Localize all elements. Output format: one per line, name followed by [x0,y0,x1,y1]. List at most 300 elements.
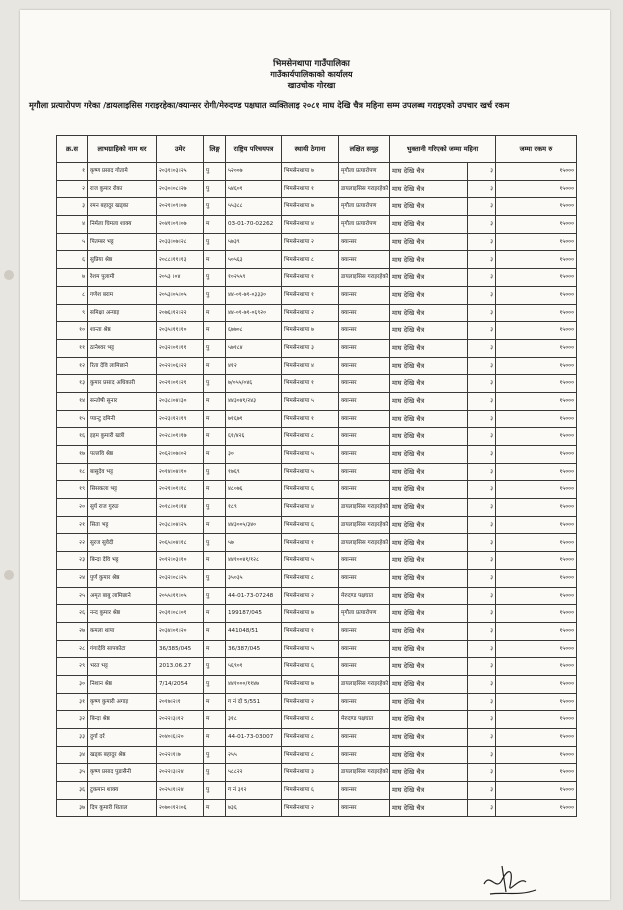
header-name: लाभग्राहिको नाम थर [88,136,157,163]
table-row [57,587,577,605]
table-cell-name: कृष्ण प्रसाद गोतामे [88,163,157,181]
table-cell-total: १५००० [496,569,577,587]
table-cell-paid-months: माघ देखि चैत्र [390,251,468,269]
table-cell-target-group: क्यान्सर [339,357,390,375]
table-cell-age: २०३०।०८।२७ [157,180,204,198]
table-cell-address: भिमसेनथापा १ [282,410,339,428]
table-cell-name: पितम्बर भट्ट [88,233,157,251]
table-cell-target-group: क्यान्सर [339,428,390,446]
table-cell-address: भिमसेनथापा ६ [282,782,339,800]
table-row [57,463,577,481]
table-cell-target-group: क्यान्सर [339,622,390,640]
table-cell-gender: पु [204,269,226,287]
table-cell-total: १५००० [496,216,577,234]
table-cell-target-group: मृगौला प्रत्यारोपण [339,163,390,181]
table-cell-age: २०२१।०१।१८ [157,481,204,499]
table-row [57,605,577,623]
table-cell-gender: पु [204,463,226,481]
table-cell-age: २०३५।११।१० [157,322,204,340]
header-paid-months: भुक्तानी गरिएको जम्मा महिना [390,136,496,163]
table-cell-month-count: ३ [468,552,496,570]
table-row [57,764,577,782]
table-cell-month-count: ३ [468,392,496,410]
table-cell-age: २०२२।३।२४ [157,764,204,782]
table-cell-sn: १४ [57,392,88,410]
table-cell-sn: ३० [57,675,88,693]
table-cell-target-group: मेरुदण्ड पक्षघात [339,711,390,729]
table-cell-name: दुर्गा दर्र [88,729,157,747]
table-cell-sn: २० [57,499,88,517]
table-cell-address: भिमसेनथापा ५ [282,552,339,570]
table-cell-citizenship: ग नं दो 5/551 [226,693,282,711]
table-cell-month-count: ३ [468,499,496,517]
table-cell-total: १५००० [496,499,577,517]
table-cell-gender: पु [204,286,226,304]
table-cell-total: १५००० [496,605,577,623]
table-cell-paid-months: माघ देखि चैत्र [390,799,468,817]
table-cell-gender: पु [204,675,226,693]
table-cell-gender: पु [204,764,226,782]
table-cell-gender: म [204,622,226,640]
table-cell-age: २०३८।०४।३० [157,392,204,410]
table-cell-address: भिमसेनथापा ४ [282,216,339,234]
table-cell-citizenship: 199187/045 [226,605,282,623]
table-cell-name: खड्क बहादुर श्रेष्ठ [88,746,157,764]
table-cell-paid-months: माघ देखि चैत्र [390,304,468,322]
table-cell-sn: २८ [57,640,88,658]
table-row [57,658,577,676]
table-cell-citizenship: ५२००७ [226,163,282,181]
table-cell-name: सुरज सुवेदी [88,534,157,552]
table-cell-paid-months: माघ देखि चैत्र [390,764,468,782]
table-cell-paid-months: माघ देखि चैत्र [390,198,468,216]
table-cell-address: भिमसेनथापा २ [282,693,339,711]
table-cell-address: भिमसेनथापा ७ [282,322,339,340]
table-cell-month-count: ३ [468,640,496,658]
table-cell-age: २०२८।०१।१७ [157,428,204,446]
table-cell-citizenship: ५७१८४ [226,339,282,357]
table-row [57,198,577,216]
table-cell-name: सुर्य राज गुरुङ [88,499,157,517]
table-cell-month-count: ३ [468,216,496,234]
table-cell-citizenship: ६७७०८ [226,322,282,340]
table-cell-paid-months: माघ देखि चैत्र [390,446,468,464]
table-cell-address: भिमसेनथापा ८ [282,711,339,729]
table-cell-address: भिमसेनथापा १ [282,180,339,198]
table-cell-citizenship: 03-01-70-02262 [226,216,282,234]
table-cell-citizenship: ४४-०१-७१-०६९२० [226,304,282,322]
table-cell-citizenship: ७/०५५/०४६ [226,375,282,393]
table-cell-address: भिमसेनथापा ८ [282,428,339,446]
table-cell-month-count: ३ [468,286,496,304]
table-cell-target-group: क्यान्सर [339,446,390,464]
table-cell-address: भिमसेनथापा ८ [282,729,339,747]
table-cell-gender: पु [204,339,226,357]
table-cell-target-group: क्यान्सर [339,375,390,393]
table-cell-address: भिमसेनथापा ३ [282,339,339,357]
table-row [57,782,577,800]
table-cell-month-count: ३ [468,180,496,198]
table-cell-sn: १९ [57,481,88,499]
table-cell-total: १५००० [496,233,577,251]
header-sn: क्र.स [57,136,88,163]
signature [480,862,540,900]
table-cell-age: २०४१।०९।०७ [157,216,204,234]
table-cell-age: २०७०।१२।०६ [157,799,204,817]
table-cell-month-count: ३ [468,569,496,587]
table-cell-address: भिमसेनथापा ६ [282,516,339,534]
table-cell-total: १५००० [496,516,577,534]
table-row [57,552,577,570]
table-cell-paid-months: माघ देखि चैत्र [390,569,468,587]
table-cell-citizenship: 44-01-73-03007 [226,729,282,747]
document-subject: मृगौला प्रत्यारोपण गरेका /डायलाइसिस गराइरहेका/क्यान्सर रोगी/मेरुदण्ड पक्षघात व्यक्तिलाइ २०८१ माघ देखि चैत्र महिना सम्म उपलब्ध गराइएको उपचार खर्च रकम [29,100,510,110]
table-cell-sn: ६ [57,251,88,269]
table-cell-name: भरत भट्ट [88,658,157,676]
table-cell-age: २०३४।०१।२० [157,622,204,640]
table-cell-sn: ३६ [57,782,88,800]
table-cell-total: १५००० [496,304,577,322]
table-cell-total: १५००० [496,587,577,605]
table-cell-paid-months: माघ देखि चैत्र [390,392,468,410]
table-cell-gender: म [204,799,226,817]
table-cell-name: नन्द कुमार श्रेष्ठ [88,605,157,623]
table-cell-paid-months: माघ देखि चैत्र [390,675,468,693]
table-cell-target-group: क्यान्सर [339,640,390,658]
table-row [57,322,577,340]
table-cell-sn: ८ [57,286,88,304]
table-cell-target-group: क्यान्सर [339,339,390,357]
table-cell-name: सुप्रिया श्रेष्ठ [88,251,157,269]
table-cell-age: २०३८।०४।२५ [157,516,204,534]
table-cell-age: 36/385/045 [157,640,204,658]
table-cell-name: गणेश बराम [88,286,157,304]
table-cell-age: २०१८।०१।१४ [157,499,204,517]
table-cell-gender: म [204,481,226,499]
table-cell-citizenship: ६१/४२६ [226,428,282,446]
header-citizenship: राष्ट्रिय परिचयपत्र [226,136,282,163]
table-cell-total: १५००० [496,339,577,357]
table-row [57,286,577,304]
table-row [57,481,577,499]
table-cell-target-group: डायलाइसिस गराइरहेको [339,180,390,198]
table-cell-total: १५००० [496,729,577,747]
table-cell-address: भिमसेनथापा ४ [282,357,339,375]
table-cell-age: २०८८।११।१३ [157,251,204,269]
table-cell-paid-months: माघ देखि चैत्र [390,693,468,711]
table-cell-total: १५००० [496,375,577,393]
table-cell-sn: २७ [57,622,88,640]
table-cell-month-count: ३ [468,711,496,729]
table-cell-citizenship: ३१८ [226,711,282,729]
table-cell-citizenship: ५४६०१ [226,180,282,198]
table-cell-target-group: क्यान्सर [339,410,390,428]
table-cell-citizenship: ५८८२२ [226,764,282,782]
table-cell-citizenship: ३० [226,446,282,464]
table-cell-citizenship: ५७ [226,534,282,552]
table-cell-month-count: ३ [468,746,496,764]
table-cell-paid-months: माघ देखि चैत्र [390,233,468,251]
table-cell-month-count: ३ [468,799,496,817]
table-row [57,180,577,198]
table-row [57,410,577,428]
table-row [57,251,577,269]
table-cell-month-count: ३ [468,534,496,552]
table-cell-target-group: क्यान्सर [339,392,390,410]
table-cell-name: सन्तोषी सुनार [88,392,157,410]
table-cell-total: १५००० [496,622,577,640]
table-cell-citizenship: ग नं ३१२ [226,782,282,800]
table-cell-gender: म [204,357,226,375]
table-cell-sn: १ [57,163,88,181]
table-cell-gender: म [204,410,226,428]
table-cell-name: ठानेश्वर भट्ट [88,339,157,357]
table-cell-month-count: ३ [468,764,496,782]
table-cell-target-group: डायलाइसिस गराइरहेको [339,499,390,517]
table-cell-address: भिमसेनथापा ७ [282,198,339,216]
table-cell-gender: म [204,392,226,410]
table-cell-paid-months: माघ देखि चैत्र [390,729,468,747]
table-cell-gender: पु [204,198,226,216]
table-cell-name: शान्ता श्रेष्ठ [88,322,157,340]
table-cell-age: 2013.06.27 [157,658,204,676]
table-cell-citizenship: ४१२ [226,357,282,375]
table-cell-age: २०२२।१।७ [157,746,204,764]
table-cell-name: निर्मला घिमला शाक्य [88,216,157,234]
table-cell-total: १५००० [496,446,577,464]
table-cell-sn: १६ [57,428,88,446]
table-cell-target-group: क्यान्सर [339,304,390,322]
table-cell-paid-months: माघ देखि चैत्र [390,269,468,287]
table-cell-age: २०७६।१२।२२ [157,304,204,322]
table-cell-sn: १२ [57,357,88,375]
table-cell-address: भिमसेनथापा ५ [282,640,339,658]
table-cell-address: भिमसेनथापा १ [282,534,339,552]
table-cell-total: १५००० [496,552,577,570]
table-cell-name: निशान श्रेष्ठ [88,675,157,693]
table-cell-address: भिमसेनथापा ५ [282,392,339,410]
table-cell-age: २०२१।०९।०७ [157,198,204,216]
table-cell-gender: पु [204,782,226,800]
table-cell-address: भिमसेनथापा ४ [282,499,339,517]
table-cell-address: भिमसेनथापा २ [282,233,339,251]
table-cell-total: १५००० [496,534,577,552]
table-cell-sn: २४ [57,569,88,587]
table-cell-name: कुमार प्रसाद अधिकारी [88,375,157,393]
office-name: गाउँकार्यपालिकाको कार्यालय [270,70,353,79]
table-cell-target-group: क्यान्सर [339,322,390,340]
beneficiary-table [56,135,577,817]
table-cell-address: भिमसेनथापा १ [282,375,339,393]
table-cell-month-count: ३ [468,658,496,676]
table-cell-target-group: मृगौला प्रत्यारोपण [339,198,390,216]
table-cell-address: भिमसेनथापा ७ [282,675,339,693]
table-cell-total: १५००० [496,251,577,269]
table-cell-age: २०३२।०८।२५ [157,569,204,587]
table-cell-paid-months: माघ देखि चैत्र [390,658,468,676]
table-cell-month-count: ३ [468,428,496,446]
table-cell-citizenship: ७१६७१ [226,410,282,428]
table-row [57,304,577,322]
table-cell-paid-months: माघ देखि चैत्र [390,481,468,499]
table-cell-gender: पु [204,746,226,764]
table-header-row [57,136,577,163]
table-cell-target-group: क्यान्सर [339,569,390,587]
table-cell-target-group: मृगौला प्रत्यारोपण [339,216,390,234]
table-cell-sn: ७ [57,269,88,287]
table-cell-gender: पु [204,233,226,251]
table-cell-target-group: क्यान्सर [339,463,390,481]
table-row [57,357,577,375]
table-cell-gender: पु [204,180,226,198]
table-cell-total: १५००० [496,163,577,181]
table-cell-gender: म [204,216,226,234]
table-cell-gender: म [204,322,226,340]
table-cell-age: २०२२।३।१२ [157,711,204,729]
table-cell-paid-months: माघ देखि चैत्र [390,499,468,517]
table-cell-gender: म [204,729,226,747]
header-total: जम्मा रकम रु [496,136,577,163]
table-cell-age: २०२१।०१।२१ [157,375,204,393]
table-cell-total: १५००० [496,746,577,764]
table-cell-sn: २ [57,180,88,198]
table-cell-target-group: डायलाइसिस गराइरहेको [339,269,390,287]
table-cell-month-count: ३ [468,693,496,711]
table-cell-gender: म [204,428,226,446]
table-row [57,693,577,711]
table-cell-total: १५००० [496,693,577,711]
table-cell-citizenship: ४४१००४१/१२८ [226,552,282,570]
table-cell-citizenship: १८९ [226,499,282,517]
table-cell-citizenship: ४४१०००/११४७ [226,675,282,693]
table-cell-citizenship: ४८०७६ [226,481,282,499]
table-cell-target-group: डायलाइसिस गराइरहेको [339,764,390,782]
header-gender: लिङ्ग [204,136,226,163]
table-cell-target-group: डायलाइसिस गराइरहेको [339,534,390,552]
table-cell-month-count: ३ [468,516,496,534]
table-cell-sn: ५ [57,233,88,251]
table-cell-paid-months: माघ देखि चैत्र [390,180,468,198]
table-cell-citizenship: ५७३९ [226,233,282,251]
table-cell-gender: पु [204,569,226,587]
table-cell-sn: ११ [57,339,88,357]
table-cell-paid-months: माघ देखि चैत्र [390,534,468,552]
table-cell-paid-months: माघ देखि चैत्र [390,463,468,481]
table-cell-month-count: ३ [468,481,496,499]
table-cell-age: २०३१।०३।२५ [157,163,204,181]
table-row [57,163,577,181]
table-cell-total: १५००० [496,782,577,800]
table-row [57,392,577,410]
table-cell-age: २०४०।६।२० [157,729,204,747]
table-cell-paid-months: माघ देखि चैत्र [390,428,468,446]
table-cell-name: प्यान्टु दमिनी [88,410,157,428]
table-cell-total: १५००० [496,640,577,658]
table-cell-name: रिता देवि लामिछाने [88,357,157,375]
table-cell-paid-months: माघ देखि चैत्र [390,782,468,800]
table-cell-gender: पु [204,163,226,181]
table-cell-age: २०६२।०७।०२ [157,446,204,464]
table-cell-total: १५००० [496,764,577,782]
table-cell-gender: म [204,693,226,711]
table-cell-citizenship: ७३६ [226,799,282,817]
table-cell-paid-months: माघ देखि चैत्र [390,357,468,375]
table-row [57,428,577,446]
table-cell-name: कृष्ण प्रसाद पुडासैनी [88,764,157,782]
table-cell-name: पुर्ण कुमार श्रेष्ठ [88,569,157,587]
table-row [57,269,577,287]
table-cell-name: इइम कुमारी खत्री [88,428,157,446]
table-cell-address: भिमसेनथापा ७ [282,163,339,181]
table-cell-target-group: क्यान्सर [339,286,390,304]
table-cell-name: रमन बहादुर खड्का [88,198,157,216]
table-cell-gender: म [204,516,226,534]
table-cell-sn: १५ [57,410,88,428]
table-cell-sn: १८ [57,463,88,481]
table-cell-total: १५००० [496,463,577,481]
table-cell-sn: १३ [57,375,88,393]
table-cell-age: २०५३।०५।०५ [157,286,204,304]
table-cell-address: भिमसेनथापा ५ [282,463,339,481]
table-cell-total: १५००० [496,269,577,287]
table-cell-month-count: ३ [468,304,496,322]
table-cell-address: भिमसेनथापा ३ [282,764,339,782]
table-cell-sn: २९ [57,658,88,676]
table-row [57,569,577,587]
table-cell-gender: पु [204,375,226,393]
table-cell-month-count: ३ [468,782,496,800]
table-cell-sn: ३३ [57,729,88,747]
table-row [57,711,577,729]
table-cell-sn: ९ [57,304,88,322]
table-cell-age: २०१२।०३।१० [157,552,204,570]
table-cell-address: भिमसेनथापा १ [282,269,339,287]
table-cell-address: भिमसेनथापा ६ [282,658,339,676]
table-cell-age: २०२२।०६।२२ [157,357,204,375]
table-cell-address: भिमसेनथापा २ [282,587,339,605]
table-cell-paid-months: माघ देखि चैत्र [390,587,468,605]
table-cell-month-count: ३ [468,675,496,693]
table-cell-citizenship: ३५०३५ [226,569,282,587]
table-cell-citizenship: १७६९ [226,463,282,481]
table-cell-target-group: क्यान्सर [339,799,390,817]
table-cell-name: बासुदेव भट्ट [88,463,157,481]
table-cell-paid-months: माघ देखि चैत्र [390,410,468,428]
table-cell-sn: १७ [57,446,88,464]
table-cell-month-count: ३ [468,446,496,464]
table-cell-address: भिमसेनथापा ८ [282,251,339,269]
table-cell-total: १५००० [496,481,577,499]
table-cell-total: १५००० [496,711,577,729]
table-cell-age: 7/14/2054 [157,675,204,693]
table-row [57,729,577,747]
table-cell-paid-months: माघ देखि चैत्र [390,322,468,340]
table-cell-paid-months: माघ देखि चैत्र [390,339,468,357]
table-cell-gender: म [204,605,226,623]
table-cell-paid-months: माघ देखि चैत्र [390,605,468,623]
table-cell-target-group: क्यान्सर [339,782,390,800]
table-cell-name: कृष्ण कुमारी अगाइ [88,693,157,711]
table-cell-target-group: क्यान्सर [339,746,390,764]
table-cell-gender: पु [204,534,226,552]
table-cell-sn: २५ [57,587,88,605]
table-cell-age: २०५३ ।०४ [157,269,204,287]
table-cell-name: अमृत बाबु लामिछाने [88,587,157,605]
table-cell-name: गंगादेवि सापकोटा [88,640,157,658]
table-cell-paid-months: माघ देखि चैत्र [390,286,468,304]
table-cell-name: समिक्षा अन्याइ [88,304,157,322]
table-cell-sn: २६ [57,605,88,623]
